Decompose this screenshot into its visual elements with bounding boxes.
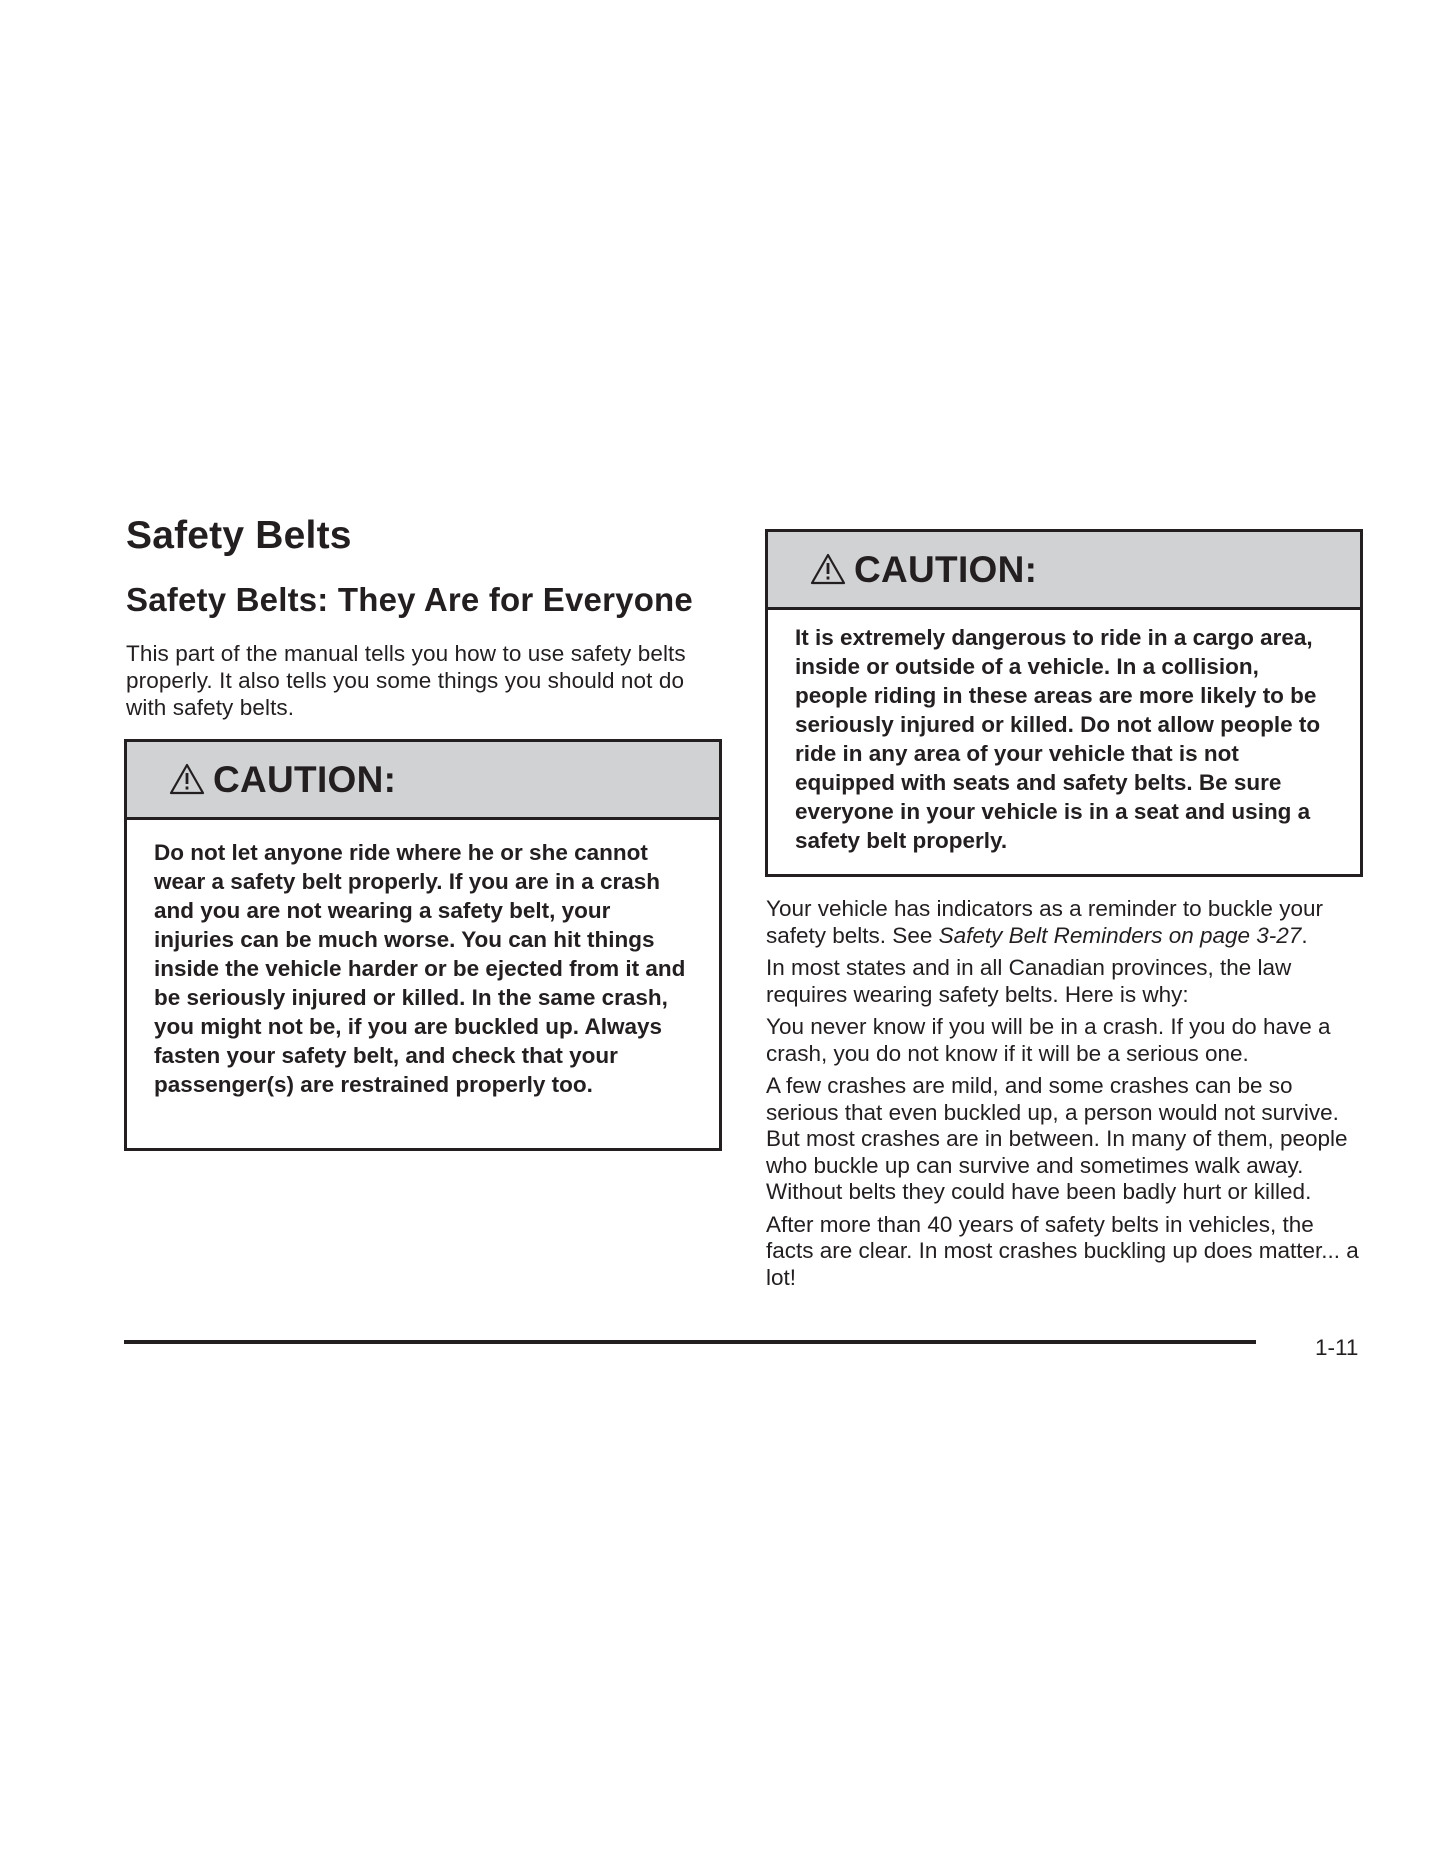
caution-label: CAUTION: — [213, 758, 397, 800]
caution-header — [127, 742, 719, 820]
left-column — [126, 512, 722, 721]
warning-triangle-icon — [810, 553, 846, 585]
caution-box-left — [124, 739, 722, 1151]
cross-reference-link[interactable]: Safety Belt Reminders on page 3-27 — [938, 922, 1302, 948]
subsection-title: Safety Belts: They Are for Everyone — [126, 581, 693, 618]
caution-label: CAUTION: — [854, 548, 1038, 590]
crash-paragraph: You never know if you will be in a crash. If you do have a crash, you do not know if it will be a serious one. — [766, 1014, 1331, 1066]
reminder-text: Your vehicle has indicators as a reminder to buckle your safety belts. See — [766, 896, 1323, 948]
caution-text: Do not let anyone ride where he or she cannot wear a safety belt properly. If you are in a crash and you are not wearing a safety belt, your injuries can be much worse. You can hit things inside the vehicle harder or be ejected from it and be seriously injured or killed. In the same crash, you might not be, if you are buckled up. Always fasten your safety belt, and check that your passenger(s) are restrained properly too. — [154, 840, 686, 1097]
page-number: 1-11 — [1315, 1335, 1359, 1360]
reminder-text-end: . — [1301, 922, 1308, 948]
severity-paragraph: A few crashes are mild, and some crashes can be so serious that even buckled up, a person would not survive. But most crashes are in between. In many of them, people who buckle up can survive and sometimes walk away. Without belts they could have been badly hurt or killed. — [766, 1073, 1348, 1204]
caution-box-right — [765, 529, 1363, 877]
caution-header — [768, 532, 1360, 610]
warning-triangle-icon — [169, 763, 205, 795]
caution-text: It is extremely dangerous to ride in a cargo area, inside or outside of a vehicle. In a collision, people riding in these areas are more likely to be seriously injured or killed. Do not allow people to ride in any area of your vehicle that is not equipped with seats and safety belts. Be sure everyone in your vehicle is in a seat and using a safety belt properly. — [795, 625, 1321, 853]
facts-paragraph: After more than 40 years of safety belts in vehicles, the facts are clear. In most crashes buckling up does matter... a lot! — [766, 1211, 1359, 1290]
reminder-paragraph — [766, 896, 1366, 949]
law-paragraph: In most states and in all Canadian provinces, the law requires wearing safety belts. Here is why: — [766, 955, 1292, 1007]
section-title: Safety Belts — [126, 514, 352, 557]
right-column-text — [766, 896, 1366, 1297]
footer-divider — [124, 1340, 1256, 1344]
intro-paragraph: This part of the manual tells you how to use safety belts properly. It also tells you some things you should not do with safety belts. — [126, 641, 686, 720]
